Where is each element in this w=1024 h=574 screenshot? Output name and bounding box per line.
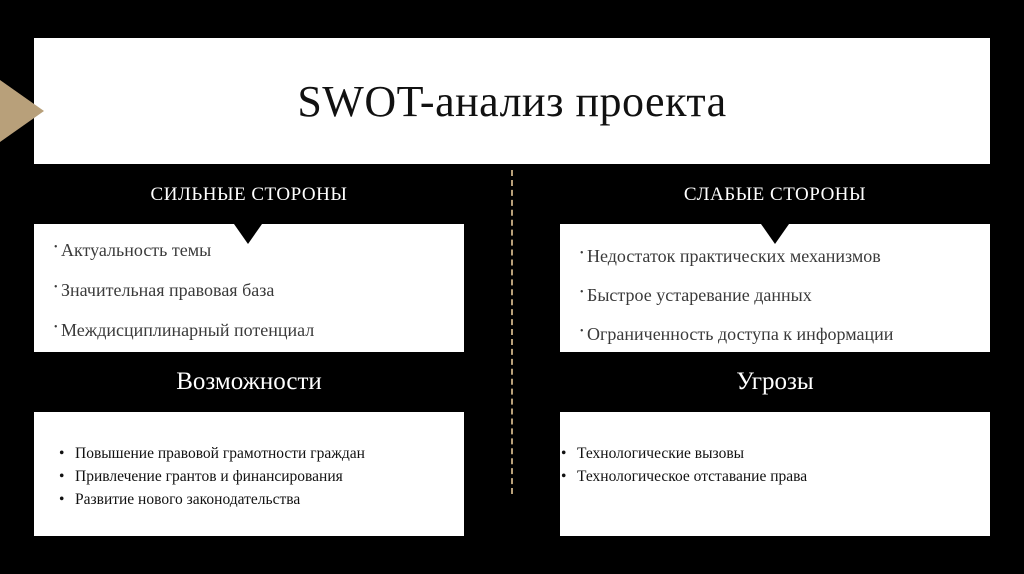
opportunities-list — [34, 442, 464, 511]
threats-list — [536, 442, 976, 488]
opportunities-header: Возможности — [34, 352, 464, 412]
list-item: • Актуальность темы — [54, 240, 212, 260]
list-item: • Повышение правовой грамотности граждан — [59, 445, 365, 462]
list-item: • Ограниченность доступа к информации — [580, 324, 894, 344]
weaknesses-list — [580, 246, 985, 364]
strengths-header: СИЛЬНЫЕ СТОРОНЫ — [34, 166, 464, 224]
gold-arrow-icon — [0, 80, 44, 142]
list-item: • Междисциплинарный потенциал — [54, 320, 315, 340]
center-divider — [511, 170, 513, 494]
list-item: • Значительная правовая база — [54, 280, 275, 300]
weaknesses-notch — [761, 224, 789, 244]
list-item: • Быстрое устаревание данных — [580, 285, 812, 305]
list-item: • Технологическое отставание права — [561, 468, 808, 485]
page-title: SWOT-анализ проекта — [297, 76, 727, 126]
weaknesses-header: СЛАБЫЕ СТОРОНЫ — [560, 166, 990, 224]
list-item: • Развитие нового законодательства — [59, 491, 301, 508]
threats-header: Угрозы — [560, 352, 990, 412]
list-item: • Привлечение грантов и финансирования — [59, 468, 343, 485]
list-item: • Технологические вызовы — [561, 445, 745, 462]
list-item: • Недостаток практических механизмов — [580, 246, 881, 266]
strengths-list — [54, 240, 454, 360]
